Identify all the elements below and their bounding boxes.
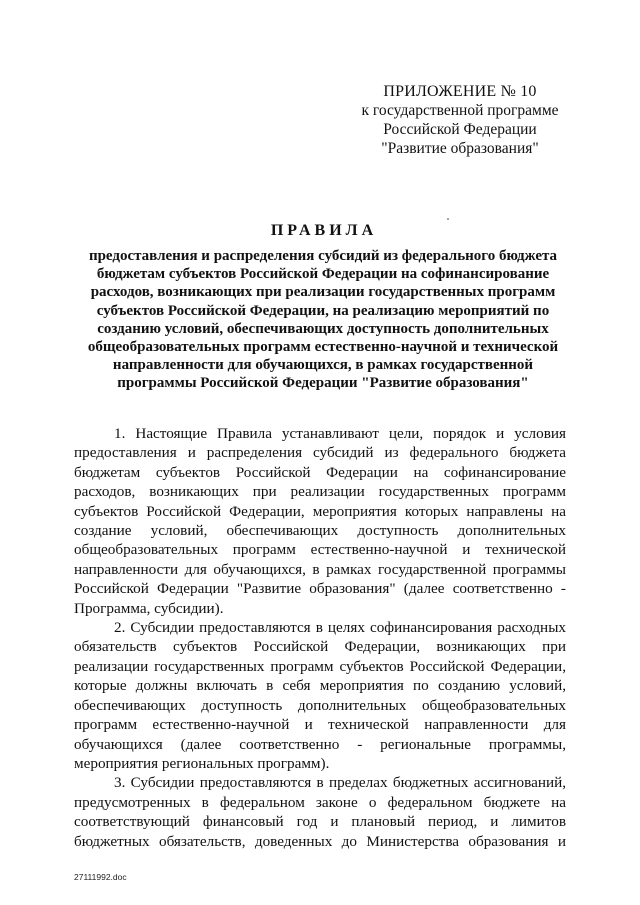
text-line: обучающихся (далее соответственно - региональные программы, (74, 735, 566, 753)
text-line: 3. Субсидии предоставляются в пределах бюджетных ассигнований, (114, 774, 566, 792)
text-line: 2. Субсидии предоставляются в целях софинансирования расходных (114, 619, 566, 637)
text-line: расходов, возникающих при реализации государственных программ (74, 483, 566, 501)
paragraph-2 (74, 618, 566, 773)
appendix-line-2: Российской Федерации (383, 121, 537, 138)
text-line: субъектов Российской Федерации, мероприятия которых направлены на (74, 502, 566, 520)
text-line: Программа, субсидии). (74, 599, 224, 617)
text-line: обеспечивающих доступность дополнительных общеобразовательных (74, 696, 566, 714)
subtitle-line: программы Российской Федерации "Развитие образования" (117, 375, 529, 392)
text-line: программ естественно-научной и технической направленности для (74, 716, 566, 734)
text-line: бюджетам субъектов Российской Федерации на софинансирование (74, 463, 566, 481)
text-line: бюджетных обязательств, доведенных до Министерства образования и (74, 832, 566, 850)
subtitle-line: общеобразовательных программ естественно-научной и технической (87, 339, 559, 356)
scan-speck (447, 218, 449, 220)
text-line: которые должны включать в себя мероприятия по созданию условий, (74, 677, 566, 695)
rules-title: ПРАВИЛА (270, 222, 378, 239)
appendix-line-3: "Развитие образования" (381, 140, 539, 157)
subtitle-line: созданию условий, обеспечивающих доступность дополнительных (97, 320, 549, 337)
text-line: мероприятия региональных программ). (74, 754, 330, 772)
appendix-header (340, 82, 580, 158)
subtitle-line: направленности для обучающихся, в рамках государственной (112, 357, 534, 374)
text-line: направленности для обучающихся, в рамках государственной программы (74, 560, 566, 578)
subtitle-line: субъектов Российской Федерации, на реализацию мероприятий по (96, 302, 550, 319)
text-line: Российской Федерации "Развитие образования" (далее соответственно - (74, 580, 566, 598)
text-line: 1. Настоящие Правила устанавливают цели, порядок и условия (114, 425, 566, 442)
text-line: соответствующий финансовый год и плановый период, и лимитов (74, 813, 566, 831)
footer-file-name: 27111992.doc (74, 872, 127, 882)
text-line: общеобразовательных программ естественно-научной и технической (74, 541, 566, 559)
text-line: предоставления и распределения субсидий из федерального бюджета (74, 444, 566, 462)
appendix-line-1: к государственной программе (361, 102, 559, 119)
text-line: обязательств субъектов Российской Федерации, возникающих при (74, 638, 566, 656)
subtitle-line: предоставления и распределения субсидий из федерального бюджета (88, 248, 558, 264)
subtitle-line: расходов, возникающих при реализации государственных программ (90, 284, 556, 301)
paragraph-3 (74, 773, 566, 851)
appendix-title: ПРИЛОЖЕНИЕ № 10 (383, 83, 537, 100)
document-body (74, 424, 566, 851)
paragraph-1 (74, 424, 566, 618)
subtitle-line: бюджетам субъектов Российской Федерации на софинансирование (96, 266, 550, 283)
text-line: реализации государственных программ субъектов Российской Федерации, (74, 657, 566, 675)
text-line: предусмотренных в федеральном законе о федеральном бюджете на (74, 793, 566, 811)
text-line: создание условий, обеспечивающих доступность дополнительных (74, 522, 566, 540)
rules-subtitle (72, 247, 574, 393)
